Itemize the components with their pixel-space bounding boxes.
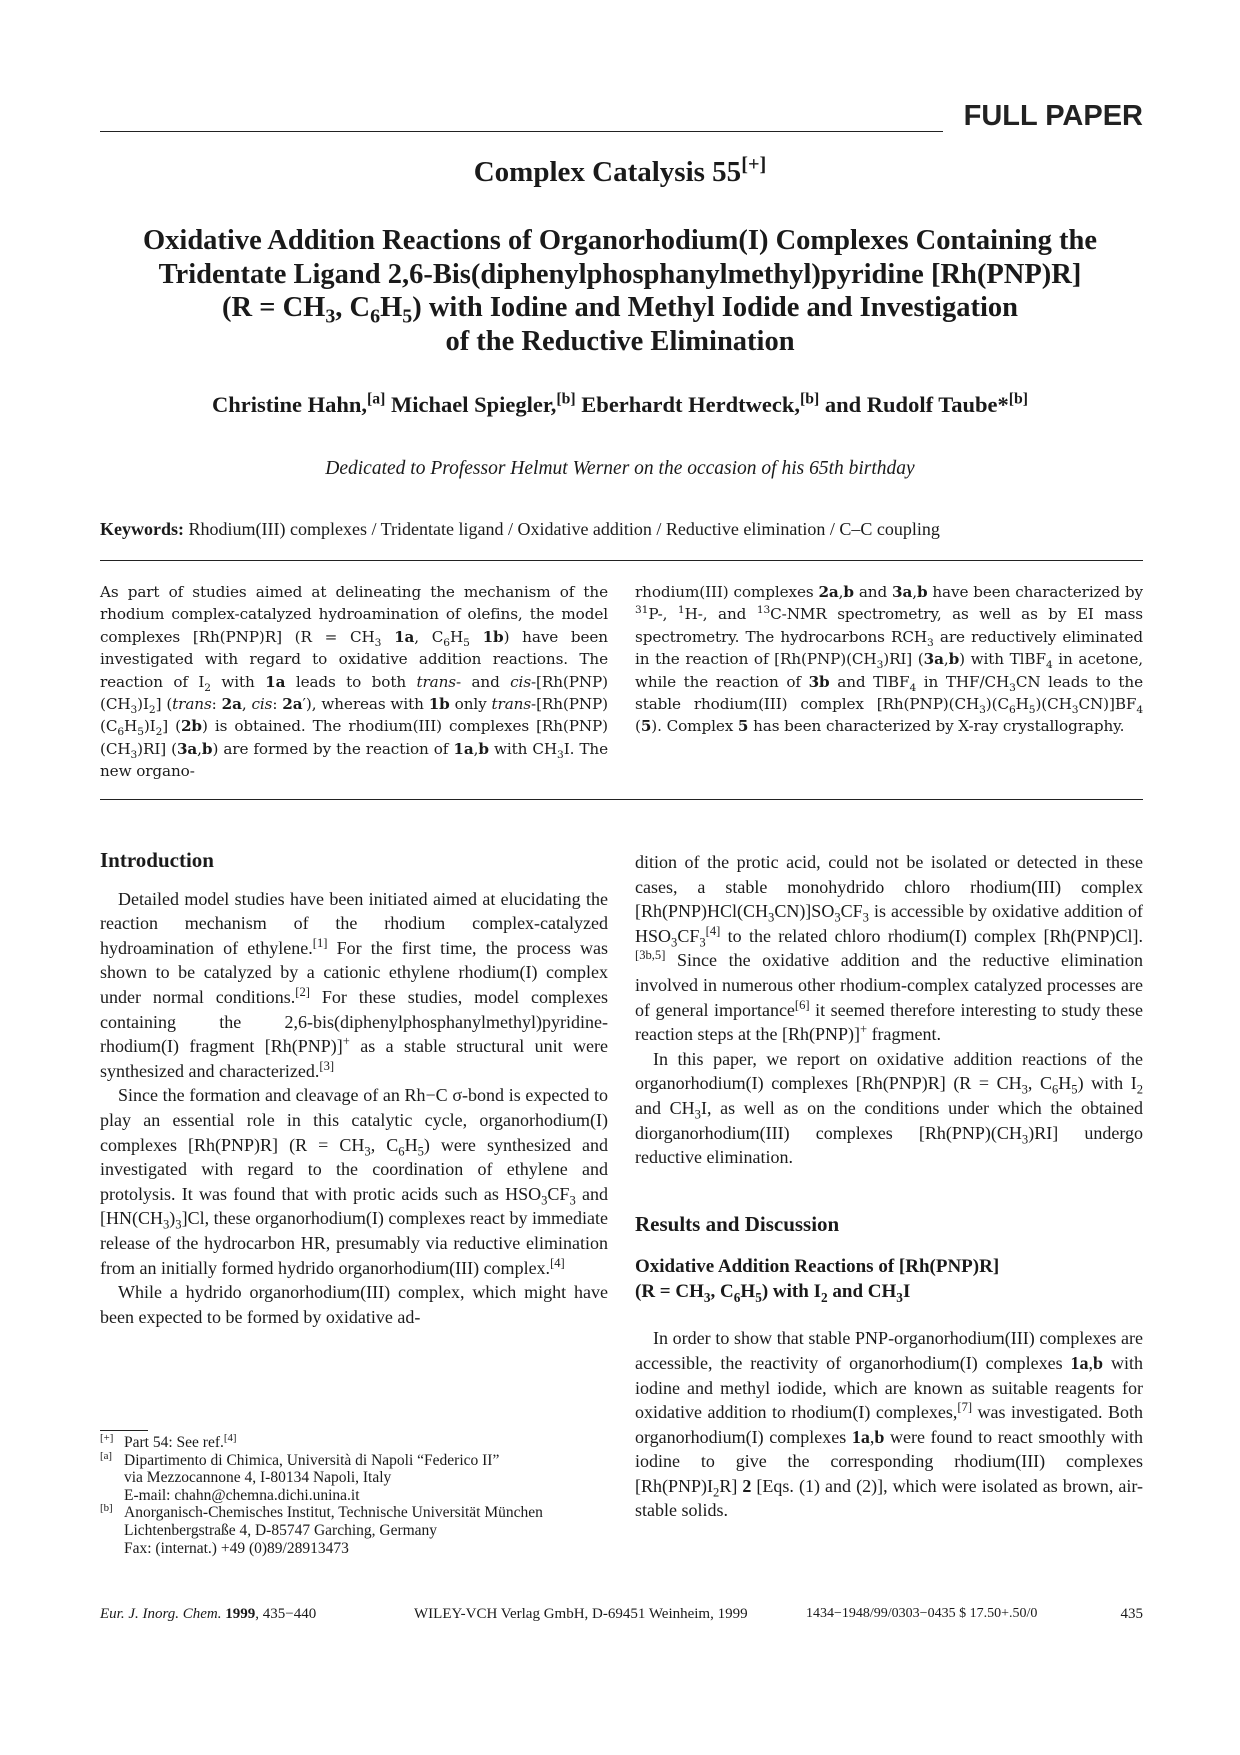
footnote (100, 1431, 608, 1452)
dedication: Dedicated to Professor Helmut Werner on the occasion of his 65th birthday (325, 458, 915, 479)
paragraph: In order to show that stable PNP-organorhodium(III) complexes are accessible, the reactivity of organorhodium(I) complexes 1a,b with iodine and methyl iodide, which are known as suitable reagents for oxidative addition to rhodium(I) complexes,[7] was investigated. Both organorhodium(I) complexes 1a,b were found to react smoothly with iodine to give the corresponding rhodium(III) complexes $[Rh(PNP)I_2R]$ 2 [Eqs. (1) and (2)], which were isolated as brown, air-stable solids. (635, 1328, 1143, 1521)
authors: Christine Hahn,[a] Michael Spiegler,[b] Eberhardt Herdtweck,[b] and Rudolf Taube*[b] (211, 390, 1028, 417)
rule-bottom (100, 799, 1143, 800)
abstract-text: As part of studies aimed at delineating the mechanism of the rhodium complex-catalyzed hydroamination of olefins, the model complexes [Rh(PNP)R] ($R = CH_3$ 1a, $C_6H_5$ 1b) have been investigated with regard to oxidative addition reactions. The reaction of $I_2$ with 1a leads to both trans- and cis-$[Rh(PNP)(CH_3)I_2]$ (trans: 2a, cis: 2a′), whereas with 1b only trans-$[Rh(PNP)(C_6H_5)I_2]$ (2b) is obtained. The rhodium(III) complexes $[Rh(PNP)(CH_3)RI]$ (3a,b) are formed by the reaction of 1a,b with $CH_3I$. The new organo- (100, 583, 608, 781)
rule-top (100, 560, 1143, 561)
keywords-label: Keywords: (100, 519, 184, 539)
series-title: Complex Catalysis 55[+] (473, 153, 767, 188)
keywords-text: Rhodium(III) complexes / Tridentate ligand / Oxidative addition / Reductive elimination / C–C coupling (188, 519, 940, 539)
header-rule (100, 131, 943, 132)
footnote-rule (100, 1430, 148, 1431)
section-label: FULL PAPER (963, 100, 1143, 132)
footer-code: 1434−1948/99/0303−0435 $ 17.50+.50/0 (806, 1606, 1038, 1621)
footnote-text: Part 54: See ref.[4] (124, 1431, 237, 1451)
footnote-text: Anorganisch-Chemisches Institut, Technische Universität München Lichtenbergstraße 4, D-85747 Garching, Germany Fax: (internat.) +49 (0)89/28913473 (124, 1504, 543, 1557)
abstract-left (100, 581, 608, 783)
footnote-text: Dipartimento di Chimica, Università di Napoli “Federico II” via Mezzocannone 4, I-80134 Napoli, Italy E-mail: chahn@chemna.dichi.unina.it (124, 1451, 500, 1504)
section-heading-introduction: Introduction (100, 848, 214, 872)
footnote (100, 1449, 608, 1505)
title-line: Oxidative Addition Reactions of Organorhodium(I) Complexes Containing the (142, 225, 1097, 256)
paragraph: dition of the protic acid, could not be isolated or detected in these cases, a stable monohydrido chloro rhodium(III) complex $[Rh(PNP)HCl(CH_3CN)]SO_3CF_3$ is accessible by oxidative addition of $HSO_3CF_3[4]$ to the related chloro rhodium(I) complex [Rh(PNP)Cl].[3b,5] Since the oxidative addition and the reductive elimination involved in numerous other rhodium-complex catalyzed processes are of general importance[6] it seemed therefore interesting to study these reaction steps at the [Rh(PNP)]+ fragment. (635, 852, 1143, 1045)
paragraph: Since the formation and cleavage of an Rh−C σ-bond is expected to play an essential role in this catalytic cycle, organorhodium(I) complexes [Rh(PNP)R] ($R = CH_3$, $C_6H_5$) were synthesized and investigated with regard to the coordination of ethylene and protolysis. It was found that with protic acids such as $HSO_3CF_3$ and $[HN(CH_3)_3]Cl$, these organorhodium(I) complexes react by immediate release of the hydrocarbon HR, presumably via reductive elimination from an initially formed hydrido organorhodium(III) complex.[4] (100, 1085, 609, 1278)
article-title (80, 224, 1160, 358)
footer-journal: Eur. J. Inorg. Chem. 1999, 435−440 (100, 1606, 317, 1622)
right-column (635, 850, 1143, 1523)
paragraph: In this paper, we report on oxidative addition reactions of the organorhodium(I) complexes [Rh(PNP)R] ($R = CH_3$, $C_6H_5$) with $I_2$ and $CH_3I$, as well as on the conditions under which the obtained diorganorhodium(III) complexes $[Rh(PNP)(CH_3)RI]$ undergo reductive elimination. (635, 1048, 1144, 1168)
paragraph: While a hydrido organorhodium(III) complex, which might have been expected to be formed by oxidative ad- (100, 1282, 608, 1327)
subsection-heading: Oxidative Addition Reactions of [Rh(PNP)R] ($R = CH_3$, $C_6H_5$) with $I_2$ and $CH_3I$ (635, 1256, 1000, 1306)
footnotes (100, 1431, 608, 1557)
abstract-right (635, 581, 1143, 738)
footer-publisher: WILEY-VCH Verlag GmbH, D-69451 Weinheim, 1999 (414, 1606, 748, 1622)
left-column (100, 848, 608, 1329)
title-line: of the Reductive Elimination (445, 325, 795, 357)
abstract-text: rhodium(III) complexes 2a,b and 3a,b have been characterized by $^{31}$P-, $^1$H-, and $^{13}$C-NMR spectrometry, as well as by EI mass spectrometry. The hydrocarbons $RCH_3$ are reductively eliminated in the reaction of $[Rh(PNP)(CH_3)RI]$ (3a,b) with TlBF$_4$ in acetone, while the reaction of 3b and TlBF$_4$ in THF/$CH_3CN$ leads to the stable rhodium(III) complex $[Rh(PNP)(CH_3)(C_6H_5)(CH_3CN)]BF_4$ (5). Complex 5 has been characterized by X-ray crystallography. (635, 583, 1144, 736)
title-line: Tridentate Ligand 2,6-Bis(diphenylphosphanylmethyl)pyridine [Rh(PNP)R] (158, 258, 1082, 290)
page-number: 435 (1120, 1606, 1143, 1622)
section-heading-results: Results and Discussion (635, 1211, 840, 1236)
keywords (100, 519, 1143, 540)
paragraph: Detailed model studies have been initiated aimed at elucidating the reaction mechanism of the rhodium complex-catalyzed hydroamination of ethylene.[1] For the first time, the process was shown to be catalyzed by a cationic ethylene rhodium(I) complex under normal conditions.[2] For these studies, model complexes containing the 2,6-bis(diphenylphosphanylmethyl)pyridine-rhodium(I) fragment [Rh(PNP)]+ as a stable structural unit were synthesized and characterized.[3] (100, 888, 609, 1081)
footnote (100, 1504, 608, 1557)
footnote-mark: [a] (100, 1449, 113, 1462)
title-line: ($R = CH_3$, $C_6H_5$) with Iodine and Methyl Iodide and Investigation (222, 292, 1018, 328)
footnote-mark: [b] (100, 1502, 113, 1515)
footnote-mark: [+] (100, 1431, 114, 1444)
